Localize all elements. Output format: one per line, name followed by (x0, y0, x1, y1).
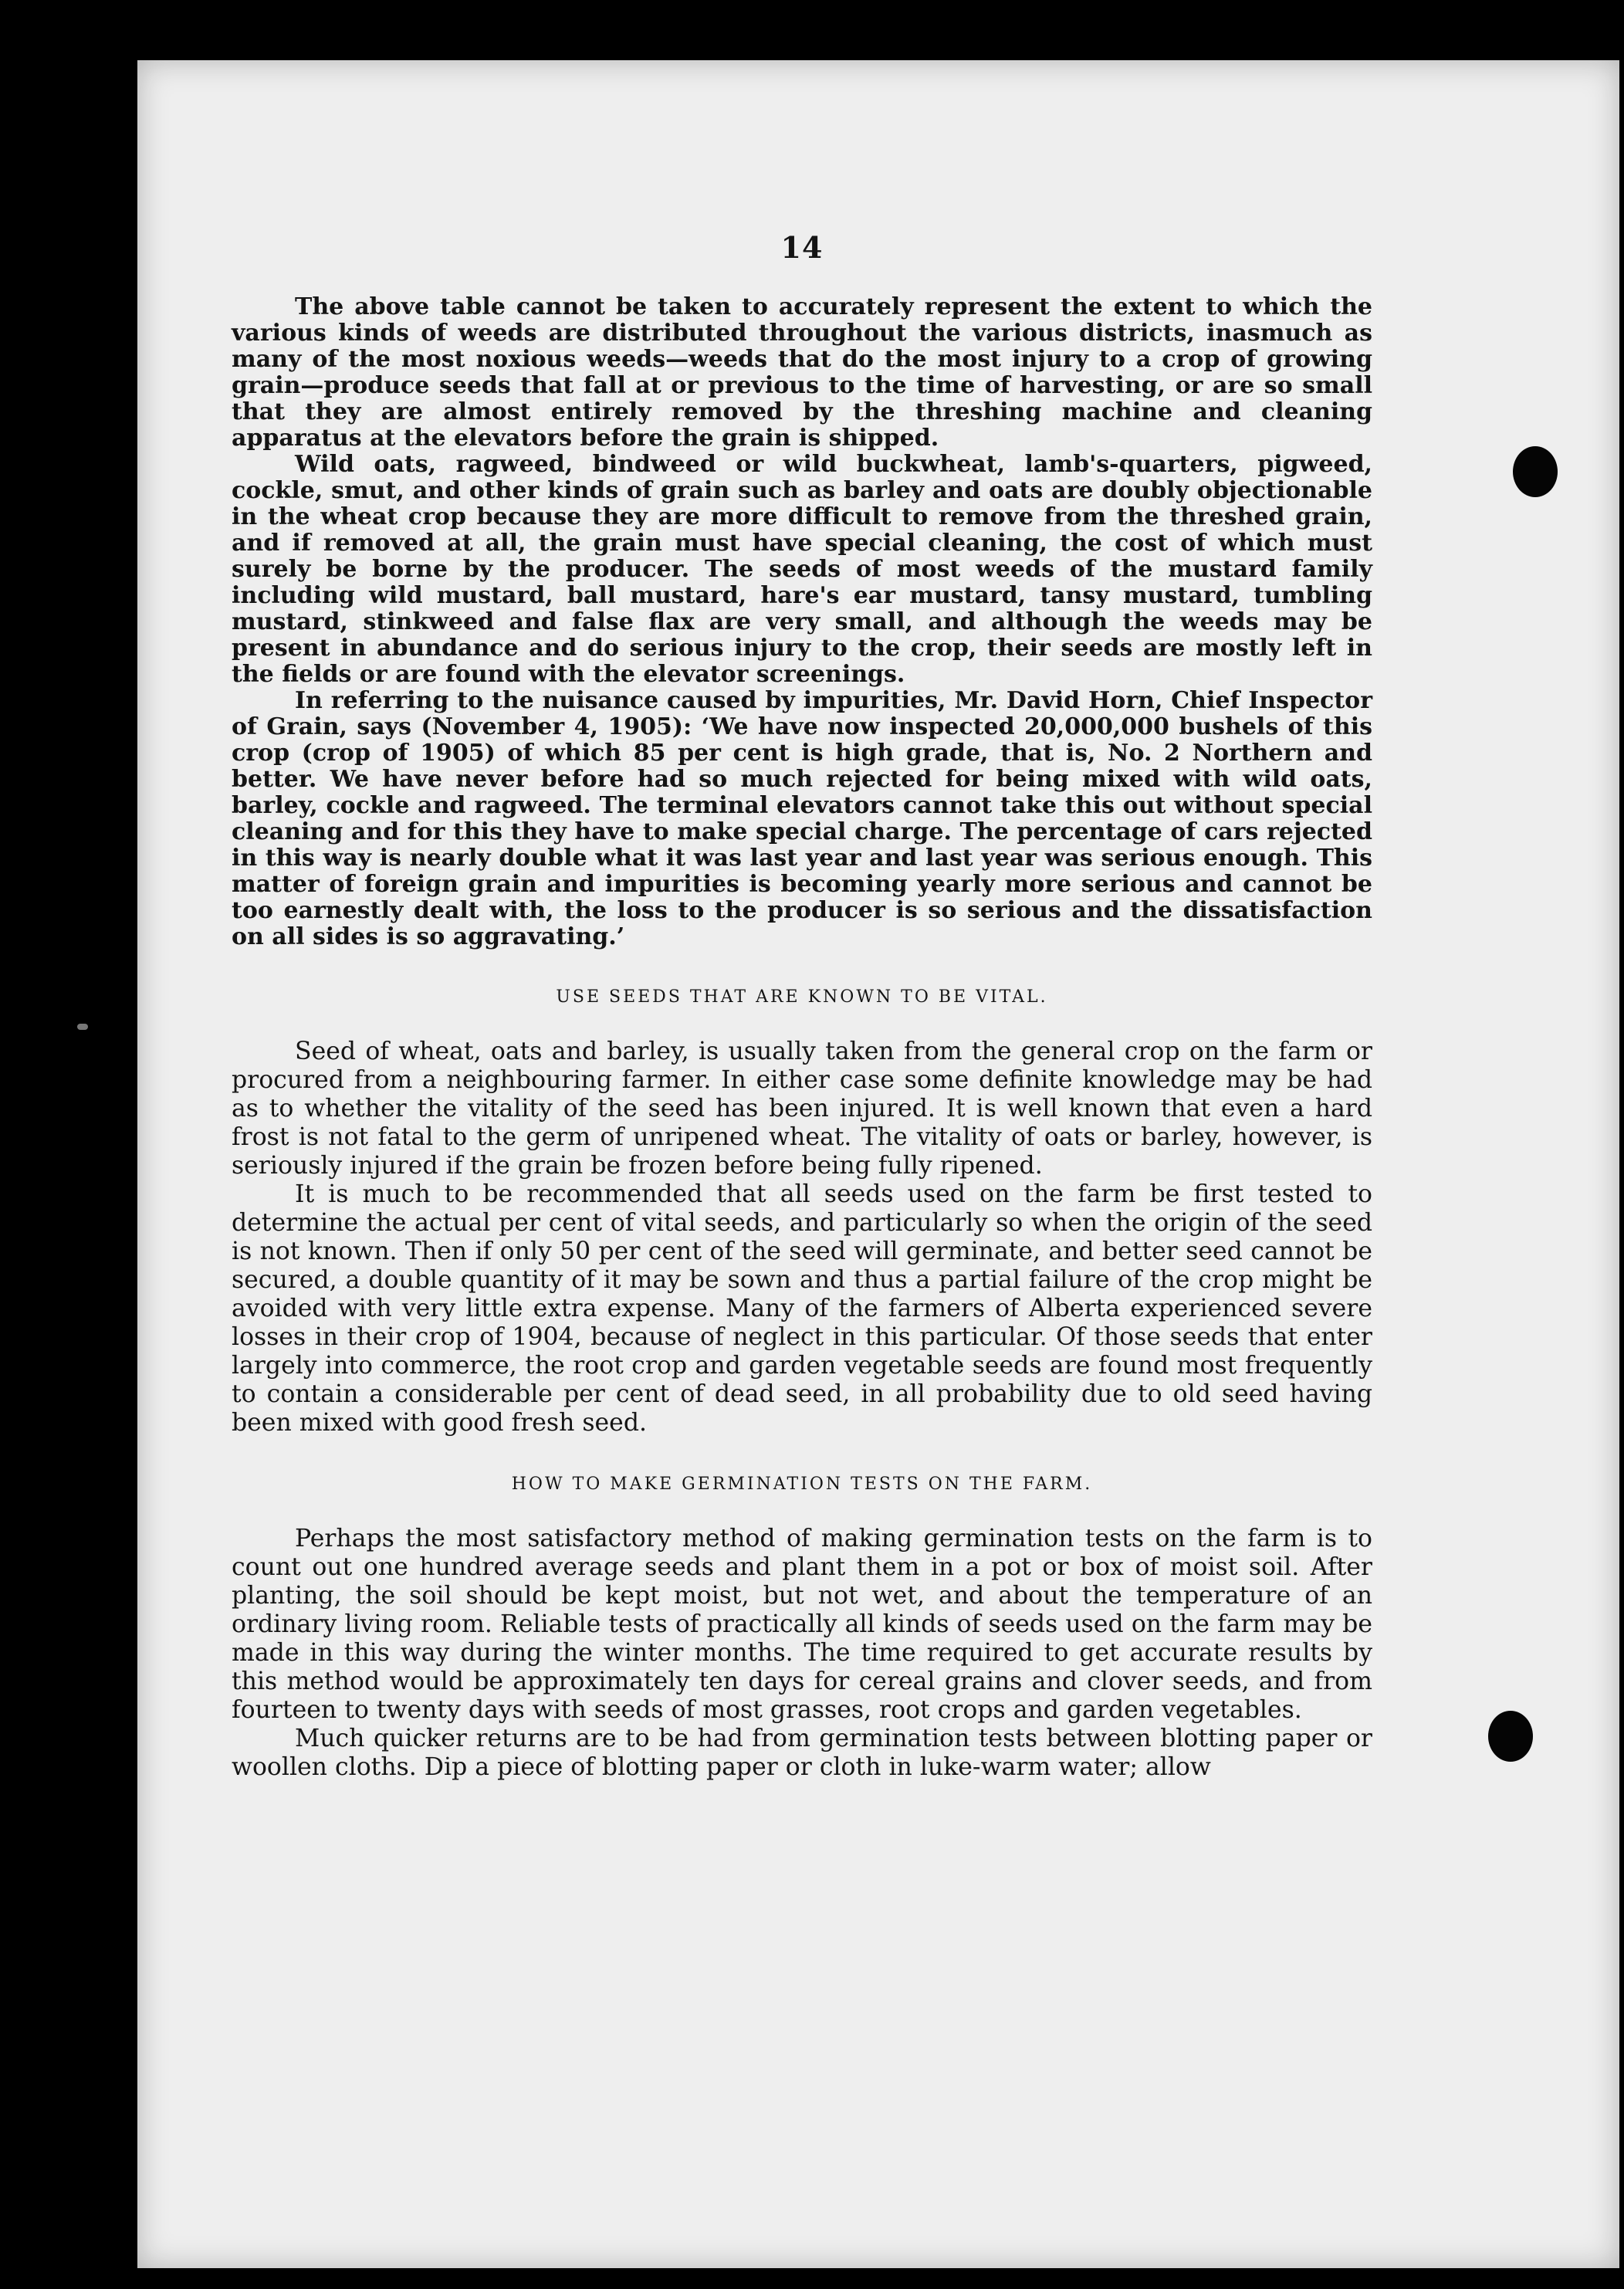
paragraph-pot-method: Perhaps the most satisfactory method of making germination tests on the farm is to count out one hundred average seeds and plant them in a pot or box of moist soil. After planting, the soil should be kept moist, but not wet, and about the temperature of an ordinary living room. Reliable tests of practically all kinds of seeds used on the farm may be made in this way during the winter months. The time required to get accurate results by this method would be approximately ten days for cereal grains and clover seeds, and from fourteen to twenty days with seeds of most grasses, root crops and garden vegetables. (232, 1525, 1372, 1724)
page-number: 14 (780, 230, 824, 265)
paragraph-seed-testing: It is much to be recommended that all seeds used on the farm be first tested to determine the actual per cent of vital seeds, and particularly so when the origin of the seed is not known. Then if only 50 per cent of the seed will germinate, and better seed cannot be secured, a double quantity of it may be sown and thus a partial failure of the crop might be avoided with very little extra expense. Many of the farmers of Alberta experienced severe losses in their crop of 1904, because of neglect in this particular. Of those seeds that enter largely into commerce, the root crop and garden vegetable seeds are found most frequently to contain a considerable per cent of dead seed, in all probability due to old seed having been mixed with good fresh seed. (232, 1180, 1372, 1437)
paragraph-blotting-method: Much quicker returns are to be had from germination tests between blotting paper or woollen cloths. Dip a piece of blotting paper or cloth in luke-warm water; allow (232, 1725, 1372, 1781)
document-page (137, 60, 1619, 2268)
punch-hole-lower (1488, 1711, 1533, 1762)
heading-germination-tests: HOW TO MAKE GERMINATION TESTS ON THE FARM. (511, 1475, 1093, 1494)
heading-vital-seeds: USE SEEDS THAT ARE KNOWN TO BE VITAL. (556, 987, 1048, 1007)
paragraph-inspector-quote: In referring to the nuisance caused by impurities, Mr. David Horn, Chief Inspector of Grain, says (November 4, 1905): ‘We have now inspected 20,000,000 bushels of this crop (crop of 1905) of which 85 per cent is high grade, that is, No. 2 Northern and better. We have never before had so much rejected for being mixed with wild oats, barley, cockle and ragweed. The terminal elevators cannot take this out without special cleaning and for this they have to make special charge. The percentage of cars rejected in this way is nearly double what it was last year and last year was serious enough. This matter of foreign grain and impurities is becoming yearly more serious and cannot be too earnestly dealt with, the loss to the producer is so serious and the dissatisfaction on all sides is so aggravating.’ (232, 687, 1372, 950)
paragraph-seed-source: Seed of wheat, oats and barley, is usually taken from the general crop on the farm or procured from a neighbouring farmer. In either case some definite knowledge may be had as to whether the vitality of the seed has been injured. It is well known that even a hard frost is not fatal to the germ of unripened wheat. The vitality of oats or barley, however, is seriously injured if the grain be frozen before being fully ripened. (232, 1038, 1372, 1180)
margin-mark (77, 1024, 88, 1030)
punch-hole-upper (1513, 446, 1558, 497)
paragraph-table-note: The above table cannot be taken to accurately represent the extent to which the various kinds of weeds are distributed throughout the various districts, inasmuch as many of the most noxious weeds—weeds that do the most injury to a crop of growing grain—produce seeds that fall at or previous to the time of harvesting, or are so small that they are almost entirely removed by the threshing machine and cleaning apparatus at the elevators before the grain is shipped. (232, 293, 1372, 452)
paragraph-weed-seeds: Wild oats, ragweed, bindweed or wild buckwheat, lamb's-quarters, pigweed, cockle, smut, and other kinds of grain such as barley and oats are doubly objectionable in the wheat crop because they are more difficult to remove from the threshed grain, and if removed at all, the grain must have special cleaning, the cost of which must surely be borne by the producer. The seeds of most weeds of the mustard family including wild mustard, ball mustard, hare's ear mustard, tansy mustard, tumbling mustard, stinkweed and false flax are very small, and although the weeds may be present in abundance and do serious injury to the crop, their seeds are mostly left in the fields or are found with the elevator screenings. (232, 451, 1372, 688)
page-content (232, 230, 1372, 1782)
